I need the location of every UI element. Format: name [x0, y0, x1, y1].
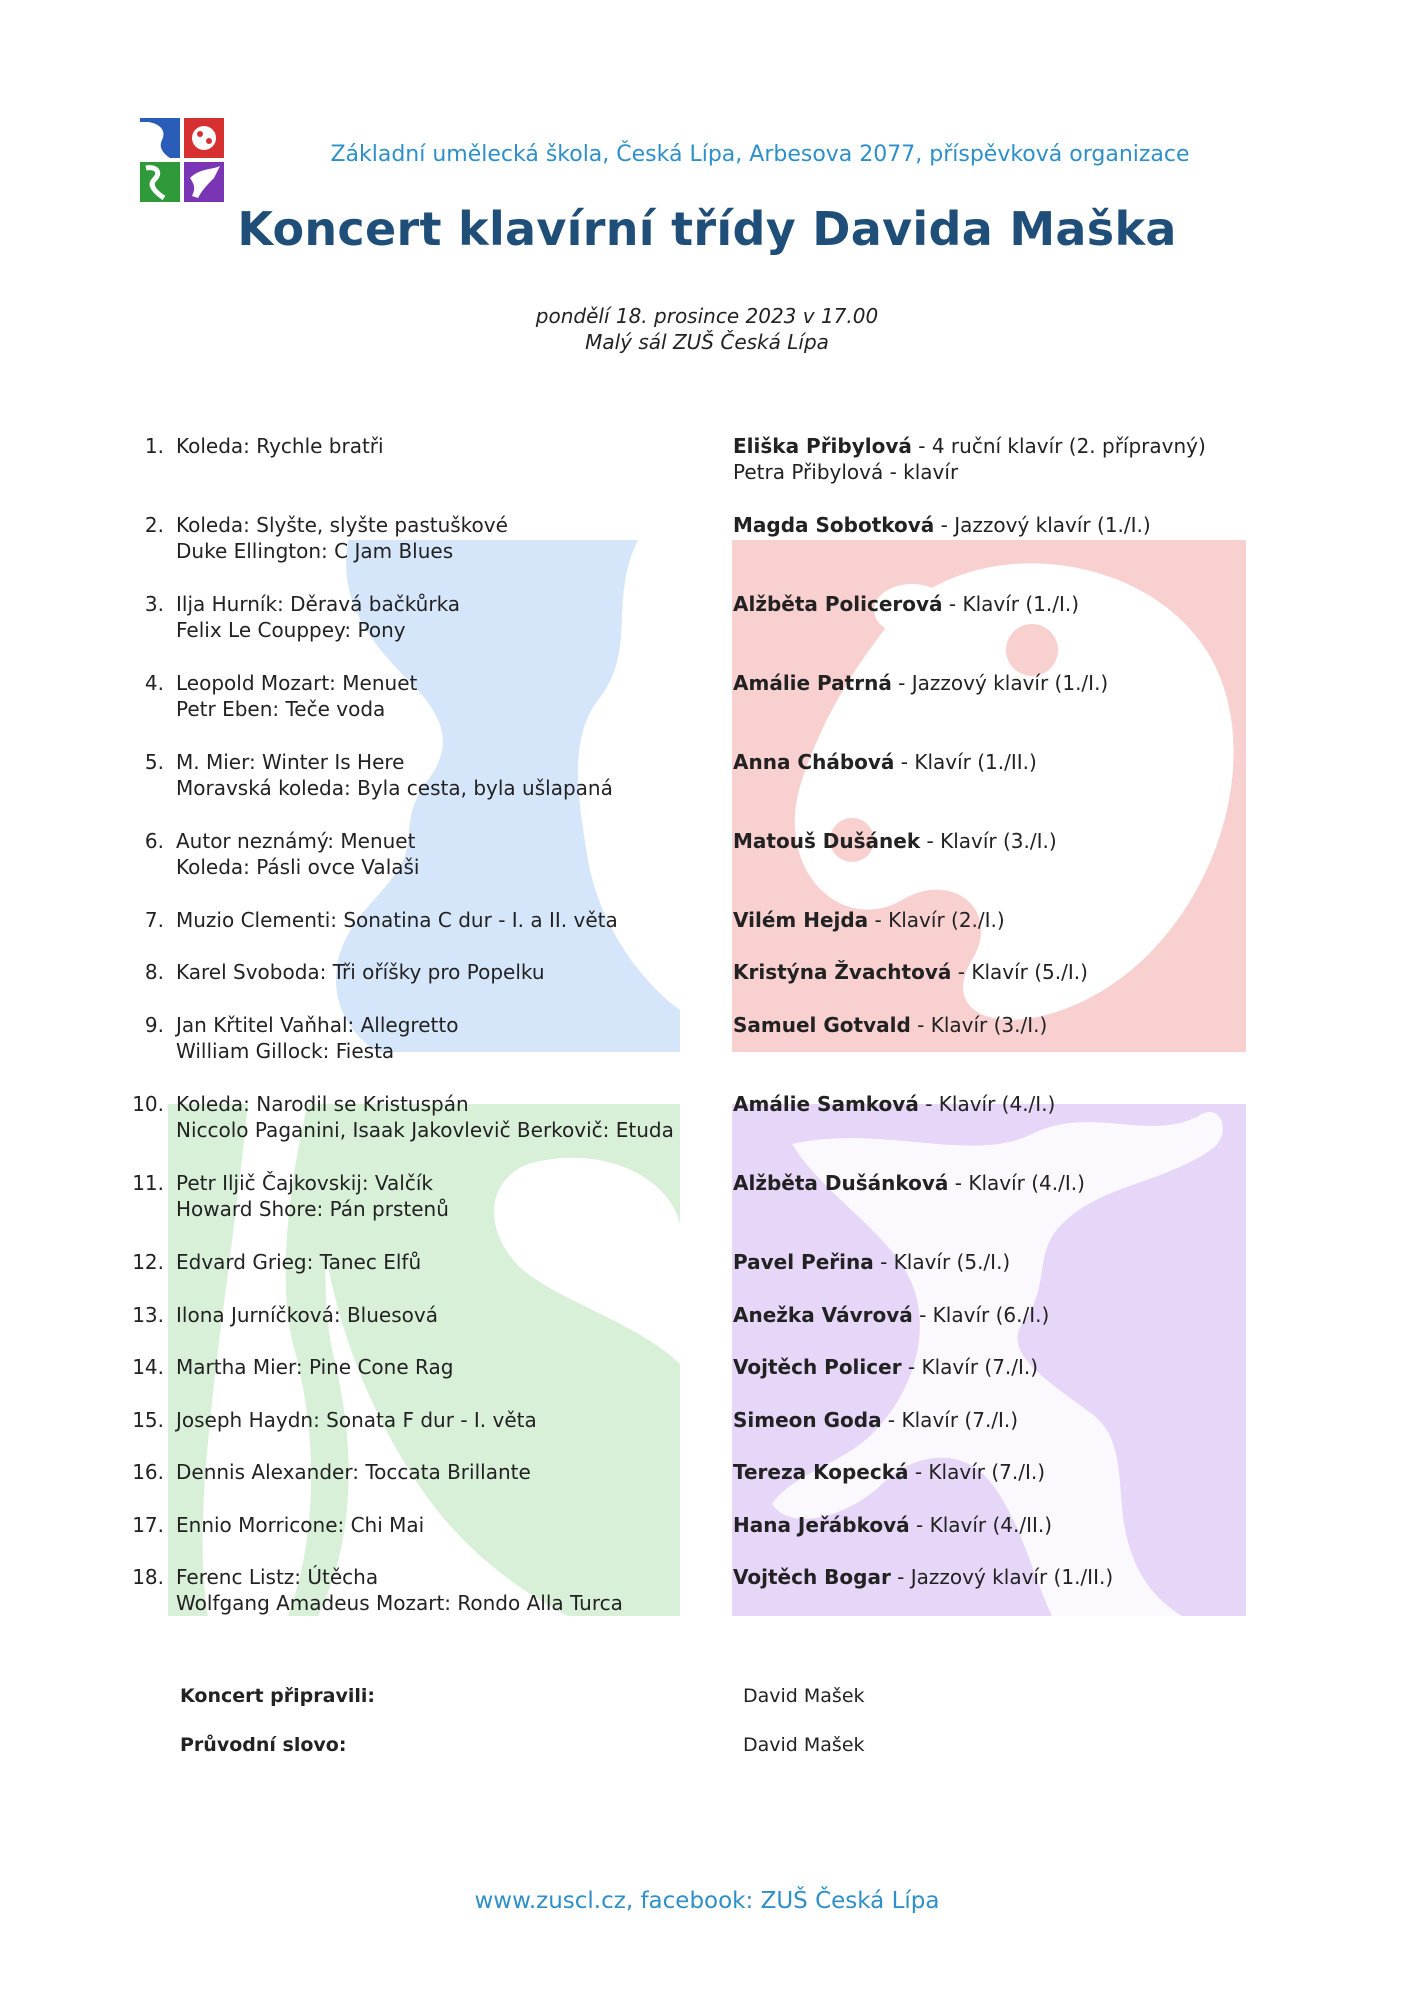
- program-number: 5.: [144, 750, 164, 774]
- program-pieces: [176, 1302, 736, 1328]
- credit-value-prepared: David Mašek: [743, 1685, 865, 1707]
- program-number: 2.: [144, 513, 164, 537]
- program-pieces: [176, 1407, 736, 1433]
- piece-title: Koleda: Slyšte, slyšte pastuškové: [176, 513, 508, 537]
- performer-detail: - Klavír (3./I.): [920, 829, 1057, 853]
- piece-title: Felix Le Couppey: Pony: [176, 618, 406, 642]
- performer-name: Amálie Samková: [733, 1092, 919, 1116]
- piece-title: Petr Iljič Čajkovskij: Valčík: [176, 1171, 434, 1195]
- credit-value-narration: David Mašek: [743, 1734, 865, 1756]
- performer-detail: - Klavír (7./I.): [881, 1408, 1019, 1432]
- performer-line: [733, 1564, 1333, 1590]
- program-number: 4.: [144, 671, 164, 695]
- performer-line: [733, 1512, 1333, 1538]
- performer-name: Kristýna Žvachtová: [733, 960, 952, 984]
- performer: [733, 1512, 1333, 1538]
- program-number: 1.: [144, 434, 164, 458]
- performer-detail: - Klavír (3./I.): [910, 1013, 1048, 1037]
- program-pieces: [176, 1459, 736, 1485]
- performer-name: Alžběta Dušánková: [733, 1171, 949, 1195]
- program-pieces: [176, 1249, 736, 1275]
- program-number: 12.: [132, 1250, 164, 1274]
- performer-name: Tereza Kopecká: [733, 1460, 909, 1484]
- piece-title: Petr Eben: Teče voda: [176, 697, 386, 721]
- piece-title: Wolfgang Amadeus Mozart: Rondo Alla Turca: [176, 1591, 623, 1615]
- piece-title: Dennis Alexander: Toccata Brillante: [176, 1460, 531, 1484]
- performer: [733, 512, 1333, 538]
- piece-title: Duke Ellington: C Jam Blues: [176, 539, 454, 563]
- concert-date: pondělí 18. prosince 2023 v 17.00: [535, 304, 879, 328]
- performer-detail: - Klavír (1./I.): [942, 592, 1080, 616]
- program-number: 17.: [132, 1513, 164, 1537]
- piece-title: Niccolo Paganini, Isaak Jakovlevič Berkovič: Etuda: [176, 1118, 674, 1142]
- performer-line: [733, 591, 1333, 617]
- program-pieces: [176, 907, 736, 933]
- performer: [733, 433, 1333, 485]
- performer-line: [733, 1302, 1333, 1328]
- program-number: 16.: [132, 1460, 164, 1484]
- program-pieces: [176, 828, 736, 880]
- credit-label-prepared: Koncert připravili:: [180, 1685, 375, 1707]
- performer-detail: - Jazzový klavír (1./II.): [890, 1565, 1114, 1589]
- performer-line: [733, 749, 1333, 775]
- performer: [733, 1170, 1333, 1196]
- performer-name: Matouš Dušánek: [733, 829, 921, 853]
- performer-name: Simeon Goda: [733, 1408, 882, 1432]
- performer-line: [733, 433, 1333, 459]
- performer-line: [733, 1170, 1333, 1196]
- performer-name: Alžběta Policerová: [733, 592, 943, 616]
- performer: [733, 1302, 1333, 1328]
- program-pieces: [176, 670, 736, 722]
- performer-line: [733, 959, 1333, 985]
- performer-line: [733, 1407, 1333, 1433]
- piece-title: Koleda: Rychle bratři: [176, 434, 384, 458]
- performer-detail: - 4 ruční klavír (2. přípravný): [911, 434, 1206, 458]
- performer-line: [733, 828, 1333, 854]
- performer-name: Vilém Hejda: [733, 908, 869, 932]
- piece-title: William Gillock: Fiesta: [176, 1039, 395, 1063]
- program-number: 7.: [144, 908, 164, 932]
- performer: [733, 1459, 1333, 1485]
- performer-name: Vojtěch Bogar: [733, 1565, 891, 1589]
- performer-detail: - Klavír (4./I.): [918, 1092, 1056, 1116]
- program-number: 14.: [132, 1355, 164, 1379]
- program-number: 10.: [132, 1092, 164, 1116]
- performer: [733, 907, 1333, 933]
- performer: [733, 591, 1333, 617]
- school-logo: [140, 118, 226, 202]
- program-pieces: [176, 512, 736, 564]
- performer-name: Eliška Přibylová: [733, 434, 912, 458]
- piece-title: M. Mier: Winter Is Here: [176, 750, 405, 774]
- piece-title: Jan Křtitel Vaňhal: Allegretto: [176, 1013, 459, 1037]
- performer: [733, 1407, 1333, 1433]
- program-pieces: [176, 959, 736, 985]
- piece-title: Ilona Jurníčková: Bluesová: [176, 1303, 438, 1327]
- program-pieces: [176, 1564, 736, 1616]
- performer: [733, 670, 1333, 696]
- program-pieces: [176, 591, 736, 643]
- performer: [733, 959, 1333, 985]
- performer-line: [733, 1249, 1333, 1275]
- program-number: 15.: [132, 1408, 164, 1432]
- performer: [733, 1564, 1333, 1590]
- performer-detail: - Jazzový klavír (1./I.): [891, 671, 1109, 695]
- program-pieces: [176, 1091, 736, 1143]
- piece-title: Martha Mier: Pine Cone Rag: [176, 1355, 454, 1379]
- program-pieces: [176, 1170, 736, 1222]
- performer-line: [733, 512, 1333, 538]
- piece-title: Howard Shore: Pán prstenů: [176, 1197, 449, 1221]
- piece-title: Koleda: Pásli ovce Valaši: [176, 855, 420, 879]
- program-number: 18.: [132, 1565, 164, 1589]
- program-pieces: [176, 749, 736, 801]
- piece-title: Ilja Hurník: Děravá bačkůrka: [176, 592, 461, 616]
- program-number: 11.: [132, 1171, 164, 1195]
- concert-venue: Malý sál ZUŠ Česká Lípa: [585, 330, 829, 354]
- program-pieces: [176, 1354, 736, 1380]
- piece-title: Ennio Morricone: Chi Mai: [176, 1513, 425, 1537]
- piece-title: Edvard Grieg: Tanec Elfů: [176, 1250, 422, 1274]
- performer: [733, 1091, 1333, 1117]
- program-pieces: [176, 433, 736, 459]
- performer-detail: - Klavír (4./I.): [948, 1171, 1085, 1195]
- performer-name: Hana Jeřábková: [733, 1513, 910, 1537]
- performer-name: Samuel Gotvald: [733, 1013, 911, 1037]
- performer-name: Pavel Peřina: [733, 1250, 874, 1274]
- credit-label-narration: Průvodní slovo:: [180, 1734, 347, 1756]
- performer: [733, 1012, 1333, 1038]
- performer-detail: - Klavír (6./I.): [912, 1303, 1050, 1327]
- program-pieces: [176, 1512, 736, 1538]
- performer-line: [733, 907, 1333, 933]
- performer: [733, 1354, 1333, 1380]
- performer-name: Anna Chábová: [733, 750, 895, 774]
- program-pieces: [176, 1012, 736, 1064]
- performer-name: Vojtěch Policer: [733, 1355, 902, 1379]
- performer-extra: Petra Přibylová - klavír: [733, 460, 959, 484]
- piece-title: Karel Svoboda: Tři oříšky pro Popelku: [176, 960, 545, 984]
- school-name: Základní umělecká škola, Česká Lípa, Arbesova 2077, příspěvková organizace: [330, 142, 1190, 167]
- performer-name: Anežka Vávrová: [733, 1303, 913, 1327]
- concert-title: Koncert klavírní třídy Davida Maška: [237, 202, 1177, 256]
- performer-detail: - Klavír (5./I.): [951, 960, 1088, 984]
- performer: [733, 749, 1333, 775]
- program-number: 8.: [144, 960, 164, 984]
- program-number: 13.: [132, 1303, 164, 1327]
- piece-title: Joseph Haydn: Sonata F dur - I. věta: [176, 1408, 537, 1432]
- performer-detail: - Klavír (5./I.): [873, 1250, 1011, 1274]
- performer-line: [733, 1354, 1333, 1380]
- performer-line: [733, 1459, 1333, 1485]
- performer-line: [733, 1091, 1333, 1117]
- performer-line: [733, 1012, 1333, 1038]
- piece-title: Autor neznámý: Menuet: [176, 829, 416, 853]
- performer-detail: - Klavír (2./I.): [868, 908, 1005, 932]
- footer-links[interactable]: www.zuscl.cz, facebook: ZUŠ Česká Lípa: [474, 1888, 940, 1914]
- piece-title: Ferenc Listz: Útěcha: [176, 1565, 379, 1589]
- program-number: 6.: [144, 829, 164, 853]
- performer-detail: - Klavír (4./II.): [909, 1513, 1053, 1537]
- performer-detail: - Klavír (1./II.): [894, 750, 1037, 774]
- performer-line: [733, 670, 1333, 696]
- performer: [733, 1249, 1333, 1275]
- performer-detail: - Jazzový klavír (1./I.): [934, 513, 1151, 537]
- program-number: 9.: [144, 1013, 164, 1037]
- program-number: 3.: [144, 592, 164, 616]
- piece-title: Leopold Mozart: Menuet: [176, 671, 418, 695]
- piece-title: Moravská koleda: Byla cesta, byla ušlapaná: [176, 776, 613, 800]
- zus-arts-logo-icon: [140, 118, 226, 202]
- performer-detail: - Klavír (7./I.): [908, 1460, 1046, 1484]
- performer-name: Magda Sobotková: [733, 513, 935, 537]
- performer-name: Amálie Patrná: [733, 671, 892, 695]
- performer-detail: - Klavír (7./I.): [901, 1355, 1039, 1379]
- piece-title: Koleda: Narodil se Kristuspán: [176, 1092, 469, 1116]
- performer: [733, 828, 1333, 854]
- piece-title: Muzio Clementi: Sonatina C dur - I. a II. věta: [176, 908, 618, 932]
